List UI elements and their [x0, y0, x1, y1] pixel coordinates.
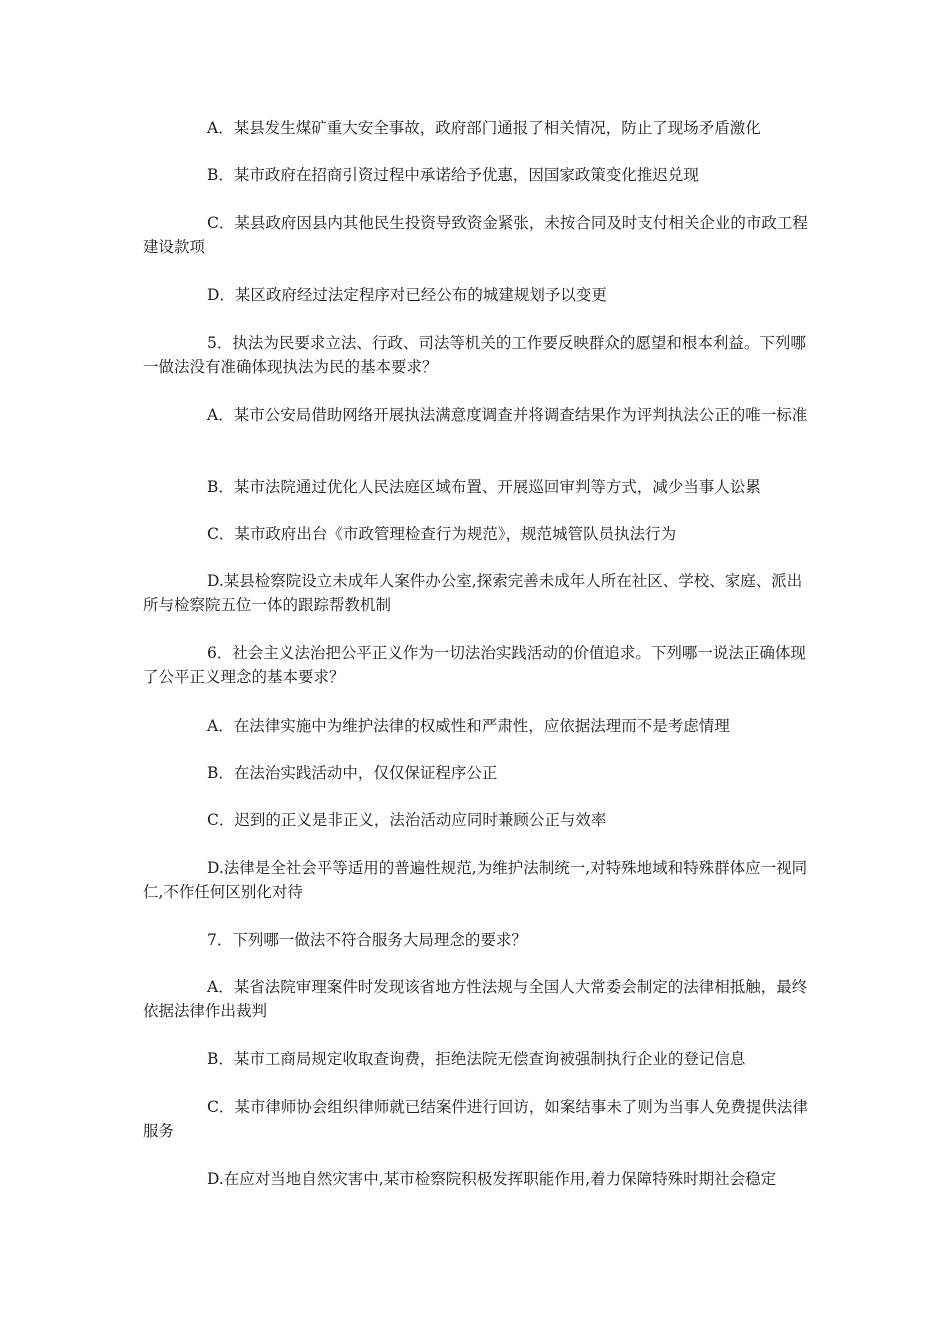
question-5: 5．执法为民要求立法、行政、司法等机关的工作要反映群众的愿望和根本利益。下列哪一做法没有准确体现执法为民的基本要求？ — [143, 334, 806, 376]
question-7: 7．下列哪一做法不符合服务大局理念的要求？ — [207, 931, 527, 949]
option-a-q4: A．某县发生煤矿重大安全事故，政府部门通报了相关情况，防止了现场矛盾激化 — [207, 119, 761, 137]
option-b-q6: B．在法治实践活动中，仅仅保证程序公正 — [207, 764, 498, 782]
option-d-q7: D.在应对当地自然灾害中,某市检察院积极发挥职能作用,着力保障特殊时期社会稳定 — [207, 1170, 777, 1188]
option-c-q5: C．某市政府出台《市政管理检查行为规范》，规范城管队员执法行为 — [207, 525, 677, 543]
option-d-q5: D.某县检察院设立未成年人案件办公室,探索完善未成年人所在社区、学校、家庭、派出所与检察院五位一体的跟踪帮教机制 — [143, 572, 803, 614]
option-c-q6: C．迟到的正义是非正义，法治活动应同时兼顾公正与效率 — [207, 811, 607, 829]
option-b-q7: B．某市工商局规定收取查询费，拒绝法院无偿查询被强制执行企业的登记信息 — [207, 1050, 746, 1068]
option-c-q7: C．某市律师协会组织律师就已结案件进行回访，如案结事未了则为当事人免费提供法律服务 — [143, 1098, 808, 1140]
option-a-q7: A．某省法院审理案件时发现该省地方性法规与全国人大常委会制定的法律相抵触，最终依据法律作出裁判 — [143, 978, 808, 1020]
option-a-q6: A．在法律实施中为维护法律的权威性和严肃性，应依据法理而不是考虑情理 — [207, 717, 730, 735]
option-a-q5: A．某市公安局借助网络开展执法满意度调查并将调查结果作为评判执法公正的唯一标准 — [207, 406, 808, 424]
option-b-q5: B．某市法院通过优化人民法庭区域布置、开展巡回审判等方式，减少当事人讼累 — [207, 478, 761, 496]
option-d-q4: D．某区政府经过法定程序对已经公布的城建规划予以变更 — [207, 286, 607, 304]
option-c-q4: C．某县政府因县内其他民生投资导致资金紧张，未按合同及时支付相关企业的市政工程建设款项 — [143, 214, 808, 256]
question-6: 6．社会主义法治把公平正义作为一切法治实践活动的价值追求。下列哪一说法正确体现了公平正义理念的基本要求？ — [143, 644, 806, 686]
option-d-q6: D.法律是全社会平等适用的普遍性规范,为维护法制统一,对特殊地域和特殊群体应一视同仁,不作任何区别化对待 — [143, 859, 808, 901]
option-b-q4: B．某市政府在招商引资过程中承诺给予优惠，因国家政策变化推迟兑现 — [207, 166, 699, 184]
